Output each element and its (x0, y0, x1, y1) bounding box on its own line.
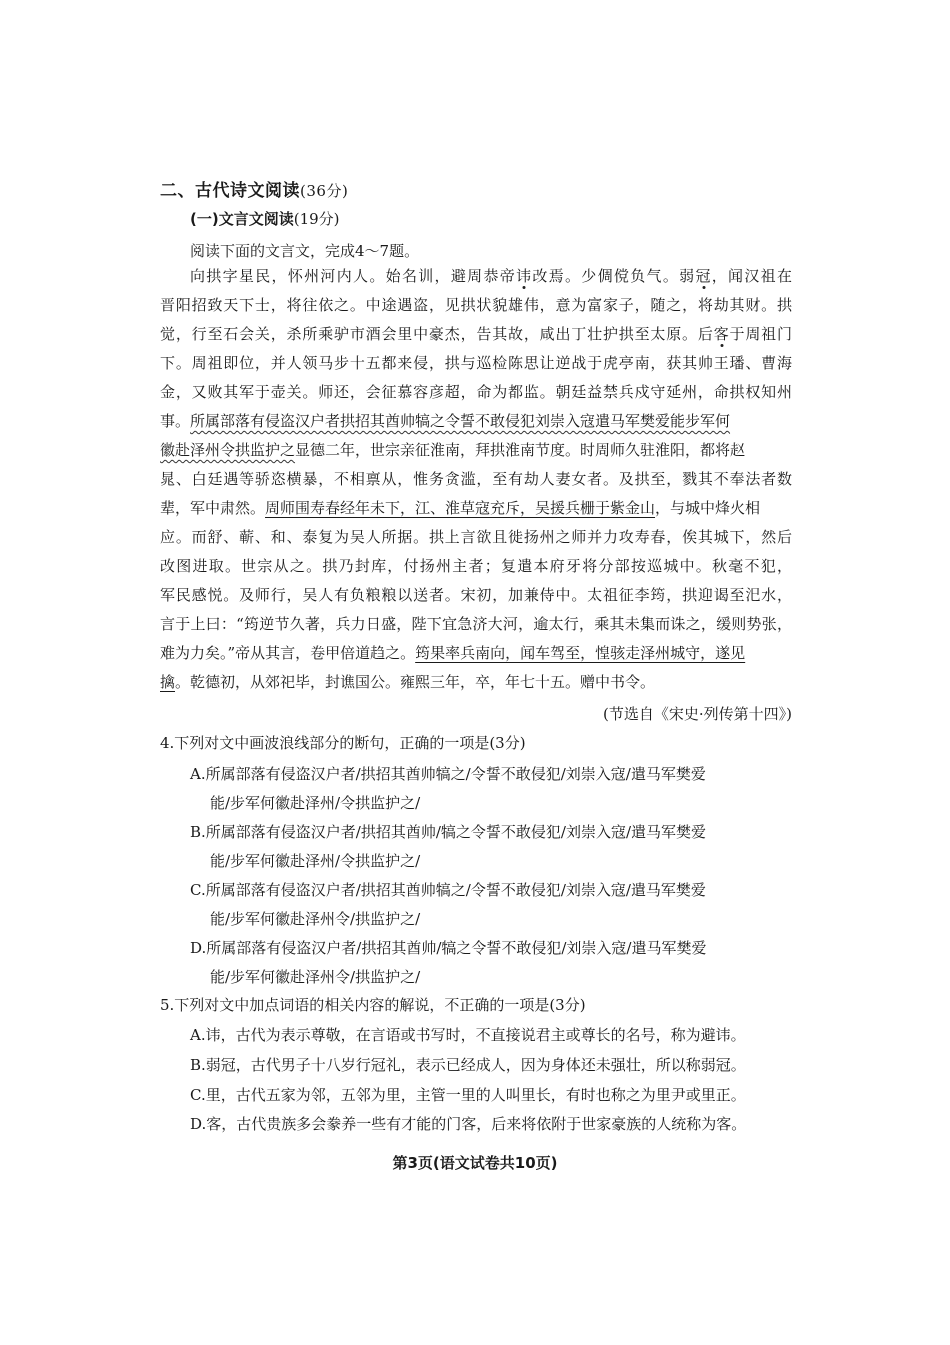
passage-line-5: 金，又败其军于壶关。师还，会征慕容彦超，命为都监。朝廷益禁兵戍守延州，命拱权知州 (160, 383, 792, 401)
passage-line-3: 觉，行至石会关，杀所乘驴市酒会里中豪杰，告其故，咸出丁壮护拱至太原。后客于周祖门 (160, 325, 792, 343)
subsection-heading (190, 208, 340, 229)
passage-line-7 (160, 439, 792, 461)
passage-text: 辈，军中肃然。 (160, 499, 266, 517)
passage-text: 显德二年，世宗亲征淮南，拜拱淮南节度。时周师久驻淮阳，都将赵 (295, 441, 746, 459)
passage-text: 事。 (160, 412, 191, 430)
section-points: (36分) (300, 182, 349, 200)
passage-text: ，与城中烽火相 (655, 499, 761, 517)
passage-line-15 (160, 671, 792, 693)
emphasis-dot-char: 讳 (516, 267, 533, 285)
passage-text: 难为力矣。”帝从其言，卷甲倍道趋之。 (160, 644, 416, 662)
passage-line-6 (160, 410, 792, 432)
question-5-stem: 5.下列对文中加点词语的相关内容的解说，不正确的一项是(3分) (160, 996, 586, 1014)
passage-line-10: 应。而舒、蕲、和、泰复为吴人所据。拱上言欲且徙扬州之师并力攻寿春，俟其城下，然后 (160, 528, 792, 546)
passage-line-11: 改图进取。世宗从之。拱乃封库，付扬州主者；复遣本府牙将分部按巡城中。秋毫不犯， (160, 557, 792, 575)
emphasis-dot-char: 客 (713, 325, 730, 343)
question-4-option-d-line-1: D.所属部落有侵盗汉户者/拱招其酋帅/犒之令誓不敢侵犯/刘崇入寇/遣马军樊爱 (190, 939, 707, 957)
question-4-option-c-line-1: C.所属部落有侵盗汉户者/拱招其酋帅犒之/令誓不敢侵犯/刘崇入寇/遣马军樊爱 (190, 881, 706, 899)
wavy-underlined-text: 徽赴泽州令拱监护之 (160, 441, 296, 459)
section-title: 二、古代诗文阅读 (160, 181, 300, 201)
question-4-option-a-line-2: 能/步军何徽赴泽州/令拱监护之/ (210, 794, 421, 812)
wavy-underlined-text: 所属部落有侵盗汉户者拱招其酋帅犒之令誓不敢侵犯刘崇入寇遣马军樊爱能步军何 (190, 412, 731, 430)
passage-line-13: 言于上曰：“筠逆节久著，兵力日盛，陛下宜急济大河，逾太行，乘其未集而诛之，缓则势张， (160, 615, 792, 633)
page-footer: 第3页(语文试卷共10页) (392, 1154, 558, 1172)
underlined-text: 周师围寿春经年未下，江、淮草寇充斥，吴援兵栅于紫金山 (265, 499, 656, 517)
question-5-option-c: C.里，古代五家为邻，五邻为里，主管一里的人叫里长，有时也称之为里尹或里正。 (190, 1086, 746, 1104)
question-5-option-b: B.弱冠，古代男子十八岁行冠礼，表示已经成人，因为身体还未强壮，所以称弱冠。 (190, 1056, 746, 1074)
subsection-title: (一)文言文阅读 (190, 210, 294, 228)
passage-line-12: 军民感悦。及师行，吴人有负粮粮以送者。宋初，加兼侍中。太祖征李筠，拱迎谒至汜水， (160, 586, 792, 604)
emphasis-dot-char: 冠 (695, 267, 712, 285)
passage-line-4: 下。周祖即位，并人领马步十五都来侵，拱与巡检陈思让逆战于虎亭南，获其帅王璠、曹海 (160, 354, 792, 372)
question-4-option-c-line-2: 能/步军何徽赴泽州令/拱监护之/ (210, 910, 421, 928)
underlined-text: 擒 (160, 673, 176, 691)
question-5-option-a: A.讳，古代为表示尊敬，在言语或书写时，不直接说君主或尊长的名号，称为避讳。 (190, 1026, 746, 1044)
passage-line-2: 晋阳招致天下士，将往依之。中途遇盗，见拱状貌雄伟，意为富家子，随之，将劫其财。拱 (160, 296, 792, 314)
subsection-points: (19分) (293, 210, 340, 228)
underlined-text: 筠果率兵南向，闻车驾至，惶骇走泽州城守，遂见 (415, 644, 746, 662)
question-5-option-d: D.客，古代贵族多会豢养一些有才能的门客，后来将依附于世家豪族的人统称为客。 (190, 1115, 747, 1133)
passage-line-14 (160, 642, 792, 664)
question-4-option-b-line-1: B.所属部落有侵盗汉户者/拱招其酋帅/犒之令誓不敢侵犯/刘崇入寇/遣马军樊爱 (190, 823, 707, 841)
passage-line-1: 向拱字星民，怀州河内人。始名训，避周恭帝讳改焉。少倜傥负气。弱冠，闻汉祖在 (190, 267, 792, 285)
passage-line-9 (160, 497, 792, 519)
question-4-option-a-line-1: A.所属部落有侵盗汉户者/拱招其酋帅犒之/令誓不敢侵犯/刘崇入寇/遣马军樊爱 (190, 765, 706, 783)
question-4-option-d-line-2: 能/步军何徽赴泽州令/拱监护之/ (210, 968, 421, 986)
passage-source: (节选自《宋史·列传第十四》) (603, 705, 792, 723)
question-4-option-b-line-2: 能/步军何徽赴泽州/令拱监护之/ (210, 852, 421, 870)
question-4-stem: 4.下列对文中画波浪线部分的断句，正确的一项是(3分) (160, 734, 526, 752)
passage-text: 。乾德初，从郊祀毕，封谯国公。雍熙三年，卒，年七十五。赠中书令。 (175, 673, 656, 691)
section-heading (160, 176, 348, 201)
instruction: 阅读下面的文言文，完成4～7题。 (190, 242, 420, 260)
passage-line-8: 晁、白廷遇等骄恣横暴，不相禀从，惟务贪滥，至有劫人妻女者。及拱至，戮其不奉法者数 (160, 470, 792, 488)
